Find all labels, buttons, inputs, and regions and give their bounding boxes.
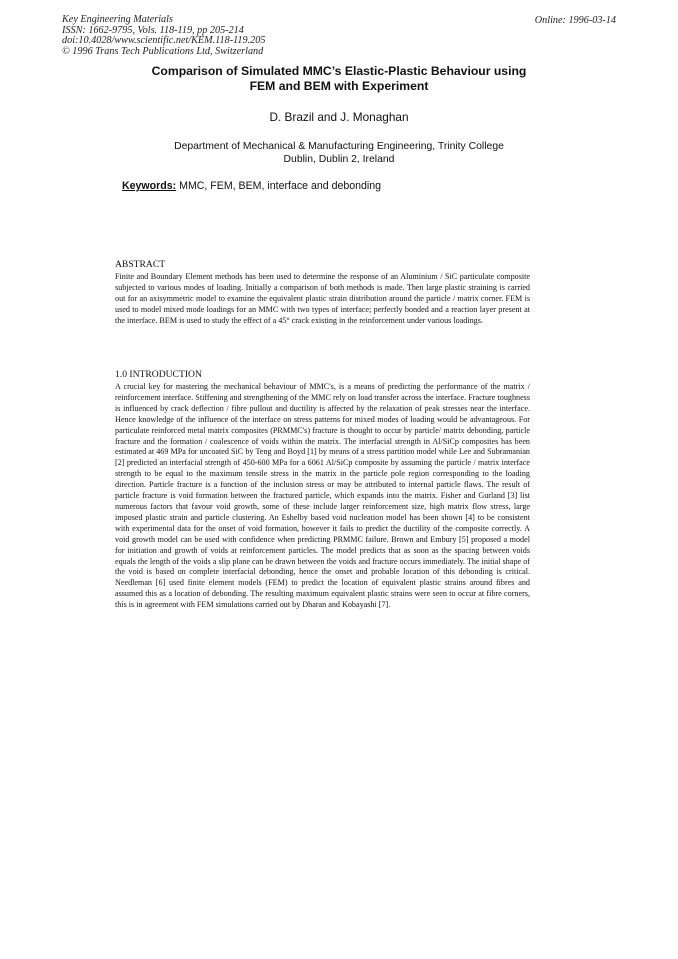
keywords bbox=[122, 180, 381, 192]
paper-title bbox=[90, 64, 588, 94]
introduction-text: A crucial key for mastering the mechanical behaviour of MMC's, is a means of predicting the performance of the matrix / reinforcement interface. Stiffening and strengthening of the MMC rely on load transfer across the interface. Fracture toughness is influenced by crack deflection / fibre pullout and ductility is affected by the relaxation of peak stresses near the interface. Hence knowledge of the influence of the interface on stress patterns for mixed modes of loading would be advantageous. For particulate reinforced metal matrix composites (PRMMC's) fracture is thought to occur by particle/ matrix debonding, particle fracture and the formation / coalescence of voids within the matrix. The interfacial strength in Al/SiCp composites has been estimated at 469 MPa for uncoated SiC by Teng and Boyd [1] by means of a stress partition model while Lee and Subramanian [2] predicted an interfacial strength of 450-600 MPa for a 6061 Al/SiCp composite by assuming the particle / matrix interface strength to be equal to the maximum tensile stress in the matrix in the particle pole region corresponding to the loading direction. Particle fracture is a function of the inclusion stress or may be attributed to internal particle flaws. The result of particle fracture is void formation between the fractured particle, which expands into the matrix. Fisher and Gurland [3] list numerous factors that favour void growth, some of these include larger reinforcement size, high matrix flow stress, large imposed plastic strain and particle clustering. An Eshelby based void nucleation model has been shown [4] to be consistent with experimental data for the onset of void formation, however it fails to predict the ductility of the composite correctly. A void growth model can be used with confidence when predicting PRMMC failure. Brown and Embury [5] proposed a model for initiation and growth of voids at reinforcement particles. The model predicts that as soon as the spacing between voids equals the length of the voids a slip plane can be drawn between the voids and fracture occurs immediately. The initial shape of the void is based on complete interfacial debonding, hence the onset and probable location of this debonding is critical. Needleman [6] used finite element models (FEM) to predict the location of equivalent plastic strains around fibres and assumed this as a location of debonding. The resulting maximum equivalent plastic strains were seen to occur at fibre corners, this is in agreement with FEM simulations carried out by Dharan and Kobayashi [7]. bbox=[115, 382, 530, 610]
authors: D. Brazil and J. Monaghan bbox=[269, 110, 409, 124]
title-line-2: FEM and BEM with Experiment bbox=[249, 79, 429, 93]
publication-metadata bbox=[62, 15, 265, 57]
introduction-heading: 1.0 INTRODUCTION bbox=[115, 369, 202, 380]
copyright-line: © 1996 Trans Tech Publications Ltd, Switzerland bbox=[62, 45, 264, 57]
abstract-text: Finite and Boundary Element methods has been used to determine the response of an Aluminium / SiC particulate composite subjected to various modes of loading. Initially a comparison of both methods is made. Then large plastic straining is carried out for an axisymmetric model to examine the equivalent plastic strain distribution around the particle / matrix corner. FEM is used to model mixed mode loadings for an MMC with two types of interface; perfectly bonded and a reaction layer present at the interface. BEM is used to study the effect of a 45° crack existing in the reinforcement under various loadings. bbox=[115, 272, 530, 325]
online-date: Online: 1996-03-14 bbox=[534, 15, 616, 26]
abstract-heading: ABSTRACT bbox=[115, 259, 166, 270]
affiliation-line-1: Department of Mechanical & Manufacturing Engineering, Trinity College bbox=[174, 141, 504, 152]
title-line-1: Comparison of Simulated MMC’s Elastic-Plastic Behaviour using bbox=[151, 64, 527, 78]
affiliation-line-2: Dublin, Dublin 2, Ireland bbox=[283, 154, 395, 165]
affiliation bbox=[90, 140, 588, 166]
journal-name: Key Engineering Materials bbox=[62, 14, 173, 25]
doi-line: doi:10.4028/www.scientific.net/KEM.118-119.205 bbox=[62, 35, 266, 47]
keywords-text: MMC, FEM, BEM, interface and debonding bbox=[176, 180, 382, 192]
keywords-label: Keywords: bbox=[122, 180, 177, 192]
issn-line: ISSN: 1662-9795, Vols. 118-119, pp 205-214 bbox=[62, 24, 244, 36]
